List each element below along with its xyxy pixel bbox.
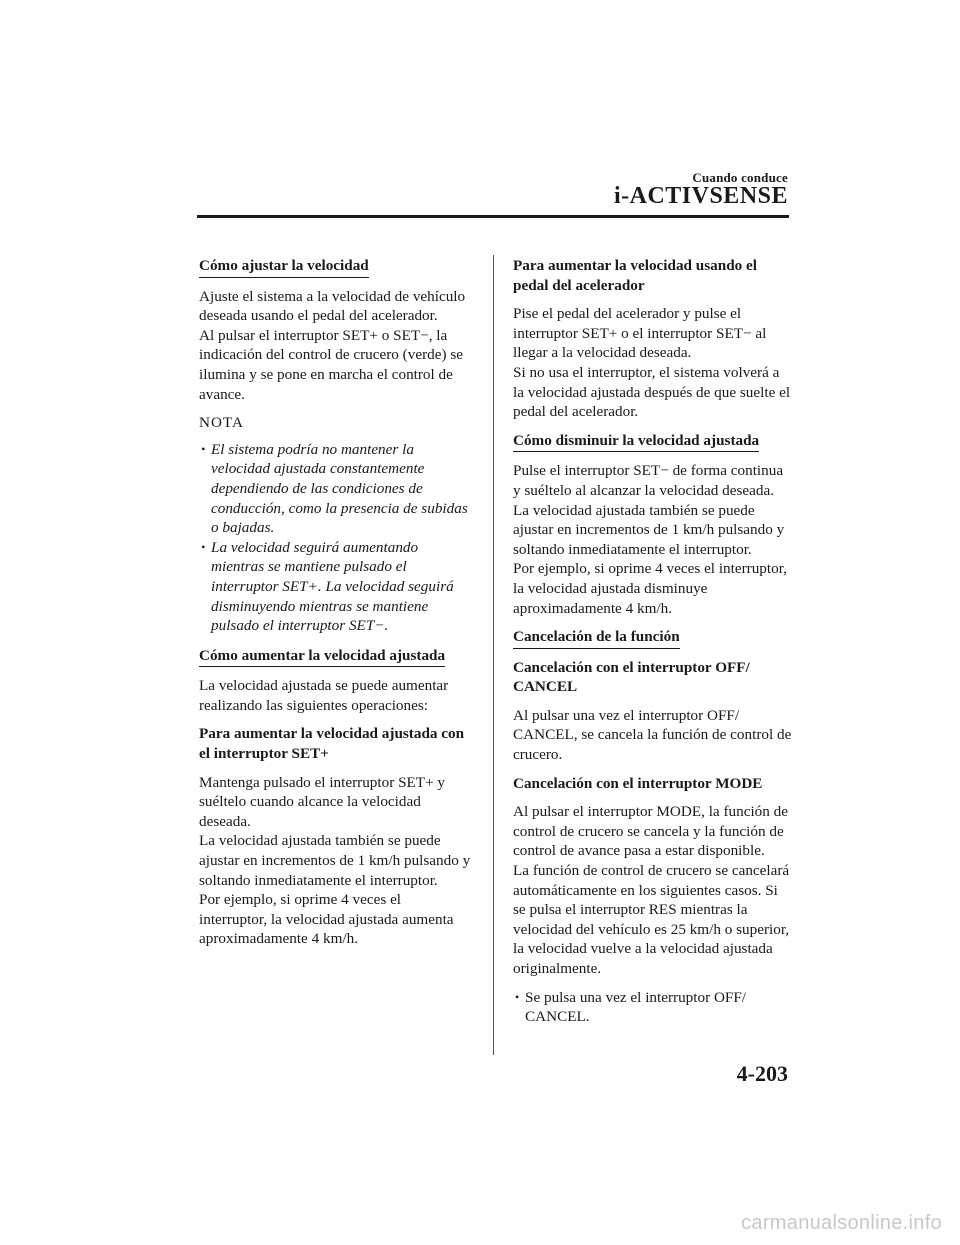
subheading-set: Para aumentar la velocidad ajustada con el interruptor SET+: [199, 725, 465, 763]
column-divider: [493, 255, 494, 1055]
paragraph: Pulse el interruptor SET− de forma continua y suéltelo al alcanzar la velocidad deseada.: [513, 462, 784, 499]
paragraph: Por ejemplo, si oprime 4 veces el interruptor, la velocidad ajustada aumenta aproximadamente 4 km/h.: [199, 891, 454, 948]
header-rule: [197, 215, 789, 218]
paragraph: La velocidad ajustada se puede aumentar realizando las siguientes operaciones:: [199, 677, 449, 714]
paragraph: La velocidad ajustada también se puede ajustar en incrementos de 1 km/h pulsando y soltando inmediatamente el interruptor.: [513, 501, 785, 558]
nota-label: NOTA: [199, 414, 244, 432]
bullet-icon: •: [201, 539, 206, 554]
case-list: [513, 988, 793, 1027]
nota-text: La velocidad seguirá aumentando mientras se mantiene pulsado el interruptor SET+. La velocidad seguirá disminuyendo mientras se mantiene pulsado el interruptor SET−.: [211, 538, 454, 635]
paragraph: Por ejemplo, si oprime 4 veces el interruptor, la velocidad ajustada disminuye aproximadamente 4 km/h.: [513, 560, 787, 617]
subheading-mode: Cancelación con el interruptor MODE: [513, 774, 763, 792]
paragraph: Al pulsar el interruptor MODE, la función de control de crucero se cancela y la función de control de avance pasa a estar disponible.: [513, 803, 788, 860]
paragraph: Pise el pedal del acelerador y pulse el interruptor SET+ o el interruptor SET− al llegar a la velocidad deseada.: [513, 305, 767, 362]
chapter-label: Cuando conduce: [692, 170, 788, 185]
page-number: 4-203: [736, 1061, 788, 1086]
watermark: carmanualsonline.info: [741, 1212, 942, 1234]
case-item: [513, 988, 793, 1027]
nota-item: [199, 538, 471, 636]
paragraph: Al pulsar el interruptor SET+ o SET−, la indicación del control de crucero (verde) se ilumina y se pone en marcha el control de avance.: [199, 326, 463, 403]
case-text: Se pulsa una vez el interruptor OFF/ CANCEL.: [525, 988, 747, 1026]
heading-cancelacion: Cancelación de la función: [513, 627, 680, 649]
paragraph: La velocidad ajustada también se puede ajustar en incrementos de 1 km/h pulsando y soltando inmediatamente el interruptor.: [199, 832, 471, 889]
paragraph: Si no usa el interruptor, el sistema volverá a la velocidad ajustada después de que suelte el pedal del acelerador.: [513, 363, 791, 421]
nota-item: [199, 440, 471, 538]
heading-disminuir: Cómo disminuir la velocidad ajustada: [513, 431, 759, 453]
subheading-off-cancel: Cancelación con el interruptor OFF/ CANCEL: [513, 658, 750, 696]
heading-ajustar: Cómo ajustar la velocidad: [199, 256, 369, 278]
paragraph: Ajuste el sistema a la velocidad de vehículo deseada usando el pedal del acelerador.: [199, 287, 466, 325]
section-title: i-ACTIVSENSE: [613, 183, 788, 209]
paragraph: Mantenga pulsado el interruptor SET+ y suéltelo cuando alcance la velocidad deseada.: [199, 773, 446, 830]
heading-aumentar: Cómo aumentar la velocidad ajustada: [199, 646, 445, 668]
paragraph: Al pulsar una vez el interruptor OFF/ CANCEL, se cancela la función de control de crucero.: [513, 706, 792, 764]
bullet-icon: •: [515, 989, 520, 1004]
paragraph: La función de control de crucero se cancelará automáticamente en los siguientes casos. Si se pulsa el interruptor RES mientras la velocidad del vehículo es 25 km/h o superior, la velocidad vuelve a la velocidad ajustada originalmente.: [513, 862, 790, 977]
nota-text: El sistema podría no mantener la velocidad ajustada constantemente dependiendo de las condiciones de conducción, como la presencia de subidas o bajadas.: [211, 440, 468, 537]
subheading-pedal: Para aumentar la velocidad usando el pedal del acelerador: [513, 257, 757, 294]
nota-list: [199, 440, 471, 636]
left-column: [199, 256, 471, 949]
right-column: [513, 256, 793, 1037]
bullet-icon: •: [201, 441, 206, 456]
